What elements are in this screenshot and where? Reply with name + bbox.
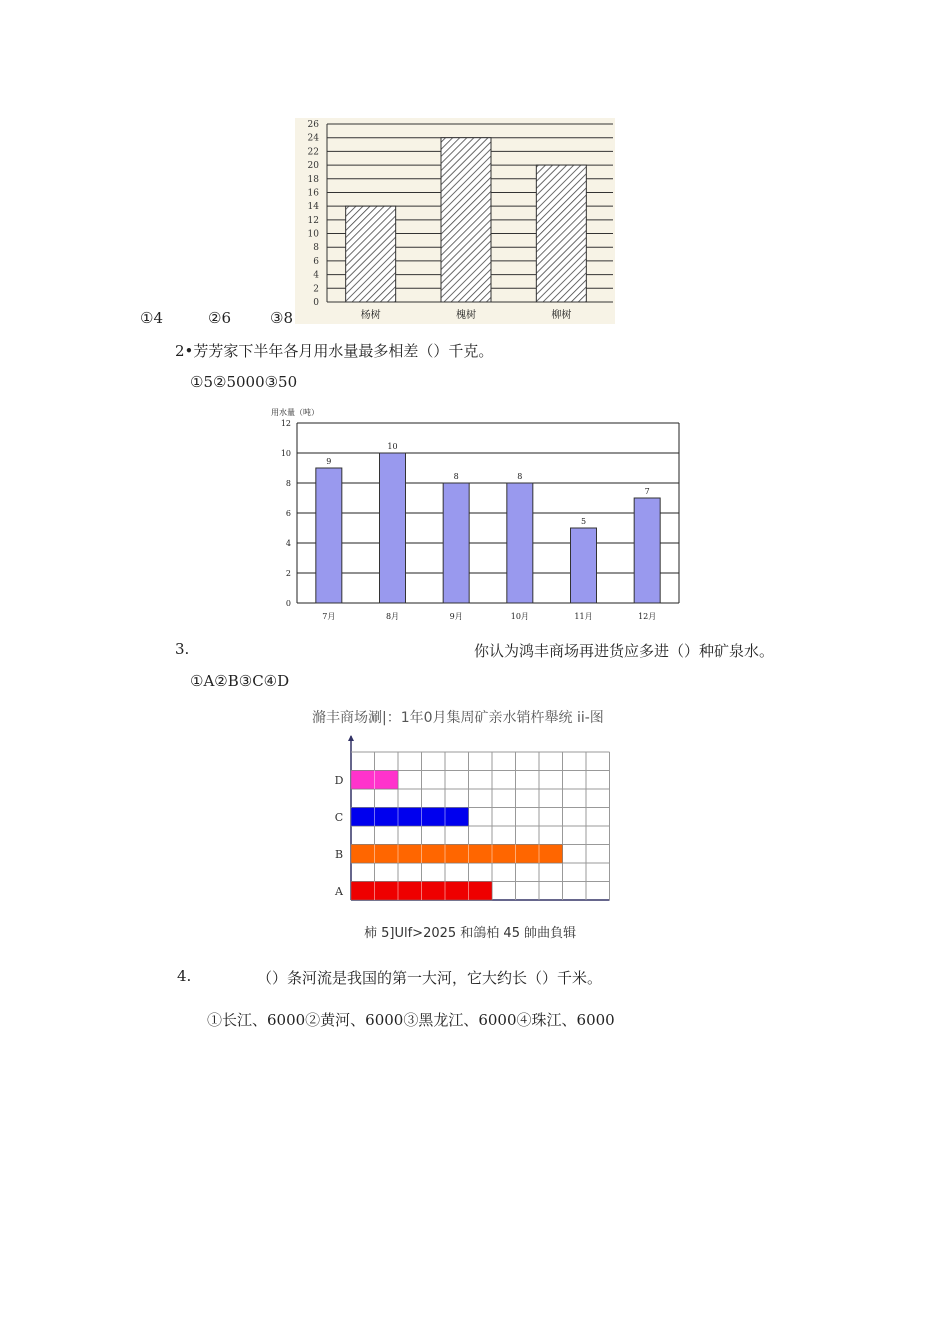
chart2-y-tick: 10 (280, 449, 291, 458)
chart1-y-tick: 24 (307, 133, 319, 144)
chart1-category-label: 杨树 (360, 310, 381, 321)
q4-options: ①长江、6000②黄河、6000③黑龙江、6000④珠江、6000 (207, 1011, 615, 1029)
chart2-y-tick: 0 (285, 599, 291, 608)
chart2-y-tick: 6 (285, 509, 291, 518)
chart1-y-tick: 4 (313, 270, 319, 281)
chart1-y-tick: 8 (313, 243, 319, 254)
q4-number: 4. (177, 967, 192, 985)
chart1-y-tick: 12 (307, 215, 319, 226)
q1-option-2: ②6 (208, 309, 231, 327)
chart2-y-tick: 12 (280, 419, 291, 428)
chart2-data-label: 8 (453, 472, 459, 481)
chart3-title: 滫丰商场涮|：1年0月集周矿亲水销杵舉统 ii-图 (312, 710, 604, 726)
chart1-category-label: 槐树 (456, 310, 476, 321)
chart2-y-tick: 4 (285, 539, 291, 548)
q2-question: 2•芳芳家下半年各月用水量最多相差（）千克。 (175, 342, 494, 360)
chart3-category-label: D (334, 773, 344, 787)
chart2-data-label: 10 (387, 442, 398, 451)
chart2-data-label: 9 (326, 457, 332, 466)
tree-bar-chart (295, 118, 615, 324)
chart2-bar (443, 483, 469, 603)
mineral-water-sales-chart (325, 732, 625, 924)
chart1-y-tick: 18 (307, 174, 319, 185)
chart3-footnote: 柿 5]Ulf>2025 和鴿柏 45 帥曲負辑 (364, 926, 577, 941)
chart2-category-label: 11月 (574, 612, 593, 621)
q3-number: 3. (175, 640, 190, 658)
chart2-y-tick: 8 (285, 479, 291, 488)
chart2-y-tick: 2 (285, 569, 291, 578)
chart2-title: 用水量（吨） (271, 408, 319, 417)
chart2-bar (316, 468, 342, 603)
chart1-y-tick: 22 (307, 147, 319, 158)
q2-options: ①5②5000③50 (190, 373, 298, 391)
chart1-category-label: 柳树 (551, 310, 572, 321)
chart1-y-tick: 2 (313, 284, 319, 295)
chart1-bar (346, 206, 396, 302)
chart2-data-label: 5 (580, 517, 587, 526)
chart1-bar (536, 165, 586, 302)
chart1-y-tick: 20 (307, 161, 319, 172)
chart3-category-label: A (335, 884, 343, 898)
chart2-category-label: 10月 (510, 612, 529, 621)
chart2-data-label: 8 (517, 472, 523, 481)
chart1-bar (441, 138, 491, 302)
q4-question: （）条河流是我国的第一大河，它大约长（）千米。 (257, 969, 603, 987)
q1-option-3: ③8 (270, 309, 293, 327)
chart3-axis-arrow (348, 735, 354, 741)
chart1-y-tick: 16 (307, 188, 319, 199)
chart3-bar (351, 808, 469, 827)
chart2-bar (380, 453, 406, 603)
chart2-category-label: 12月 (638, 612, 657, 621)
chart3-bar (351, 845, 563, 864)
q3-options: ①A②B③C④D (190, 672, 290, 690)
chart2-category-label: 7月 (322, 612, 336, 621)
chart1-y-tick: 6 (313, 256, 319, 267)
chart1-y-tick: 26 (307, 120, 319, 130)
chart1-y-tick: 10 (307, 229, 319, 240)
chart2-bar (634, 498, 660, 603)
chart3-category-label: C (334, 810, 344, 824)
chart2-bar (571, 528, 597, 603)
chart2-data-label: 7 (644, 487, 650, 496)
q3-question: 你认为鸿丰商场再进货应多进（）种矿泉水。 (474, 642, 775, 660)
chart2-bar (507, 483, 533, 603)
chart3-category-label: B (334, 847, 344, 861)
chart2-category-label: 8月 (385, 612, 400, 621)
chart1-y-tick: 0 (313, 298, 319, 308)
q1-option-1: ①4 (140, 309, 163, 327)
chart2-category-label: 9月 (449, 612, 463, 621)
water-usage-bar-chart (265, 405, 685, 625)
chart1-y-tick: 14 (307, 202, 319, 213)
